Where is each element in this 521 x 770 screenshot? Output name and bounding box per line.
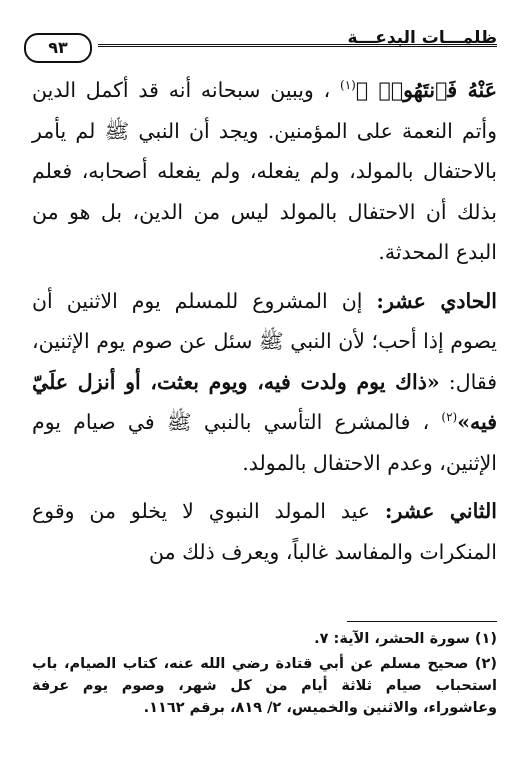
- paragraph-3: [32, 491, 497, 572]
- paragraph-2: [32, 281, 497, 484]
- quran-verse-fragment: عَنْهُ فَٱنتَهُوا۟ ﴾: [355, 78, 497, 102]
- footnote-ref-2: (٢): [441, 410, 458, 425]
- footnote-2: (٢) صحيح مسلم عن أبي قتادة رضي الله عنه، كتاب الصيام، باب استحباب صيام ثلاثة أيام من كل شهر، وصوم يوم عرفة وعاشوراء، والاثنين والخميس، ٢/ ٨١٩، برقم ١١٦٢.: [32, 656, 497, 716]
- hadith-quote: «ذاك يوم ولدت فيه، ويوم بعثت، أو أنزل علَيّ فيه»: [32, 369, 497, 434]
- footnote-1: (١) سورة الحشر، الآية: ٧.: [314, 631, 497, 647]
- body-text: [32, 70, 497, 572]
- header-rule: [98, 44, 497, 47]
- footnotes: [32, 628, 497, 719]
- paragraph-1: [32, 70, 497, 273]
- paragraph-2-text-a: إن المشروع للمسلم يوم الاثنين أن يصوم إذا أحب؛ لأن النبي ﷺ سئل عن صوم يوم الإثنين، فقال:: [32, 288, 497, 394]
- footnote-ref-1: (١): [340, 78, 356, 93]
- footnote-separator: [347, 621, 497, 622]
- paragraph-3-text: عيد المولد النبوي لا يخلو من وقوع المنكرات والمفاسد غالباً، ويعرف ذلك من: [32, 499, 497, 564]
- point-label-eleven: الحادي عشر:: [376, 288, 497, 313]
- point-label-twelve: الثاني عشر:: [384, 499, 498, 523]
- running-title: ظلمـــات البدعـــة: [347, 28, 497, 48]
- paragraph-2-text-b: ، فالمشرع التأسي بالنبي ﷺ في صيام يوم الإثنين، وعدم الاحتفال بالمولد.: [32, 410, 497, 475]
- paragraph-1-text: ، ويبين سبحانه أنه قد أكمل الدين وأتم النعمة على المؤمنين. ويجد أن النبي ﷺ لم يأمر بالاحتفال بالمولد، ولم يفعله، ولم يفعله أصحابه، فعلم بذلك أن الاحتفال بالمولد ليس من الدين، بل هو من البدع المحدثة.: [32, 78, 497, 264]
- page-number-badge: ٩٣: [24, 33, 92, 63]
